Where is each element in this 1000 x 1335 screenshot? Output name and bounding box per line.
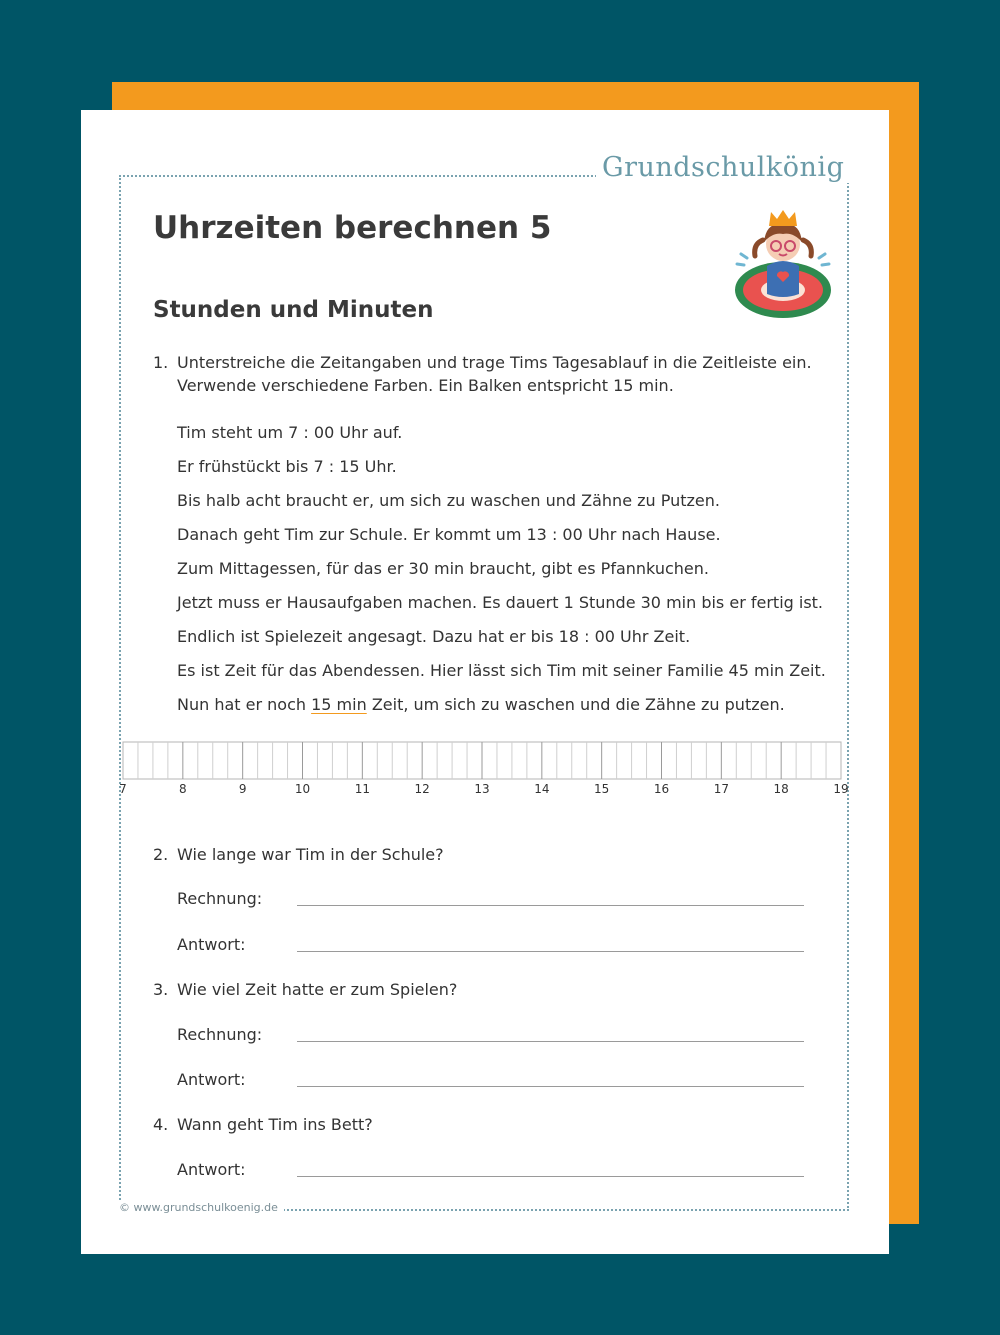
task-1-number: 1. [153,353,169,372]
task-4-answer-line[interactable] [297,1176,804,1177]
timeline-hour-label: 8 [179,782,187,796]
story-line: Endlich ist Spielezeit angesagt. Dazu hat er bis 18 : 00 Uhr Zeit. [177,627,691,646]
task-2-calc-label: Rechnung: [177,889,263,908]
task-2-calc-line[interactable] [297,905,804,906]
story-line: Danach geht Tim zur Schule. Er kommt um 13 : 00 Uhr nach Hause. [177,525,721,544]
timeline-hour-label: 12 [414,782,430,796]
footer-copyright-url: © www.grundschulkoenig.de [113,1201,284,1214]
timeline-bar[interactable] [115,738,855,800]
story-line-last [177,695,785,714]
task-2-answer-label: Antwort: [177,935,246,954]
story-line: Er frühstückt bis 7 : 15 Uhr. [177,457,397,476]
story-text: Zeit, um sich zu waschen und die Zähne zu putzen. [366,695,785,714]
girl-swim-ring-icon [727,206,839,326]
task-3-number: 3. [153,980,169,999]
timeline-hour-label: 9 [238,782,247,796]
timeline-hour-label: 19 [833,782,849,796]
task-3-calc-line[interactable] [297,1041,804,1042]
task-3-answer-label: Antwort: [177,1070,246,1089]
task-2-number: 2. [153,845,169,864]
timeline-hour-label: 11 [354,782,370,796]
story-line: Jetzt muss er Hausaufgaben machen. Es dauert 1 Stunde 30 min bis er fertig ist. [177,593,824,612]
timeline-hour-label: 16 [653,782,670,796]
task-2-question: Wie lange war Tim in der Schule? [177,845,444,864]
dotted-frame [119,175,849,1211]
underlined-time-example: 15 min [311,695,367,714]
task-1-instruction-line-1: Unterstreiche die Zeitangaben und trage Tims Tagesablauf in die Zeitleiste ein. [177,353,812,372]
task-4-answer-label: Antwort: [177,1160,246,1179]
timeline-hour-label: 14 [534,782,550,796]
task-3-answer-line[interactable] [297,1086,804,1087]
timeline-hour-label: 17 [713,782,729,796]
story-line: Bis halb acht braucht er, um sich zu waschen und Zähne zu Putzen. [177,491,720,510]
task-4-number: 4. [153,1115,169,1134]
timeline-hour-label: 10 [294,782,311,796]
task-4-question: Wann geht Tim ins Bett? [177,1115,373,1134]
worksheet-page [81,110,889,1254]
timeline-hour-label: 7 [119,782,127,796]
task-3-calc-label: Rechnung: [177,1025,263,1044]
page-subtitle: Stunden und Minuten [153,297,434,323]
story-text: Nun hat er noch [177,695,312,714]
story-line: Tim steht um 7 : 00 Uhr auf. [177,423,403,442]
task-1-instruction-line-2: Verwende verschiedene Farben. Ein Balken entspricht 15 min. [177,376,674,395]
timeline-hour-label: 15 [594,782,610,796]
page-title: Uhrzeiten berechnen 5 [153,210,552,246]
story-line: Es ist Zeit für das Abendessen. Hier lässt sich Tim mit seiner Familie 45 min Zeit. [177,661,826,680]
task-2-answer-line[interactable] [297,951,804,952]
timeline-hour-label: 13 [474,782,490,796]
brand-logo-text: Grundschulkönig [596,152,850,183]
story-line: Zum Mittagessen, für das er 30 min braucht, gibt es Pfannkuchen. [177,559,709,578]
timeline-hour-label: 18 [773,782,789,796]
task-3-question: Wie viel Zeit hatte er zum Spielen? [177,980,458,999]
